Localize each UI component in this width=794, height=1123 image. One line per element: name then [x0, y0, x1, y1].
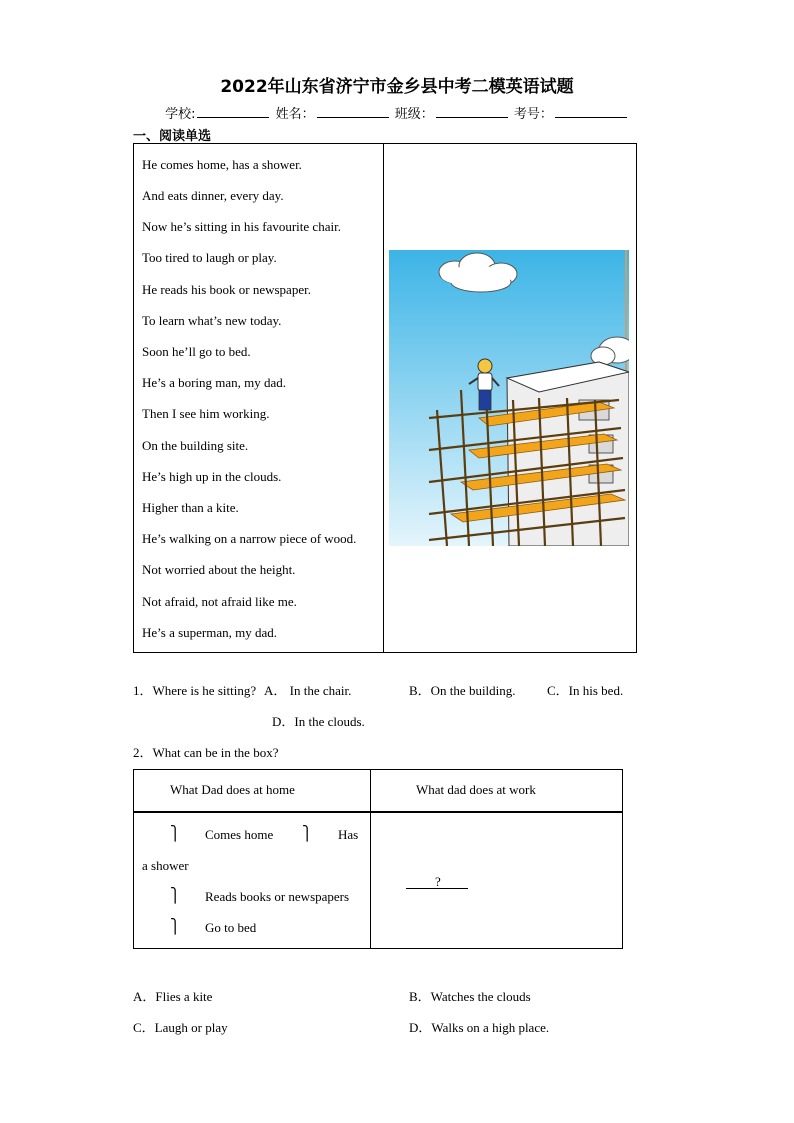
- poem-line: On the building site.: [142, 438, 249, 453]
- q2-stem: 2．What can be in the box?: [133, 745, 279, 760]
- school-blank[interactable]: [197, 105, 269, 118]
- q2-option-b[interactable]: B．Watches the clouds: [409, 989, 531, 1004]
- bullet-icon: ⎫: [302, 827, 313, 842]
- poem-line: He reads his book or newspaper.: [142, 282, 311, 297]
- bullet-icon: ⎫: [170, 827, 181, 842]
- student-info-row: [0, 103, 794, 122]
- q2-item: Has: [338, 827, 359, 842]
- class-blank[interactable]: [436, 105, 508, 118]
- poem-table-divider: [383, 143, 384, 653]
- q2-option-d[interactable]: D．Walks on a high place.: [409, 1020, 550, 1035]
- class-label: 班级：: [394, 107, 434, 122]
- poem-line: Then I see him working.: [142, 406, 270, 421]
- poem-line: Not worried about the height.: [142, 562, 296, 577]
- section-title: 一、阅读单选: [133, 129, 212, 144]
- scaffolding-worker-illustration: [389, 250, 629, 546]
- q2-table-header-rule: [133, 811, 623, 813]
- q1-option-d[interactable]: D．In the clouds.: [272, 714, 365, 729]
- poem-line: Higher than a kite.: [142, 500, 239, 515]
- q1-option-c[interactable]: C．In his bed.: [547, 683, 624, 698]
- poem-line: To learn what’s new today.: [142, 313, 282, 328]
- bullet-icon: ⎫: [170, 889, 181, 904]
- q2-table-divider: [370, 769, 371, 949]
- poem-line: Soon he’ll go to bed.: [142, 344, 251, 359]
- poem-line: Too tired to laugh or play.: [142, 250, 277, 265]
- q2-option-c[interactable]: C．Laugh or play: [133, 1020, 228, 1035]
- poem-line: Not afraid, not afraid like me.: [142, 594, 297, 609]
- q1-stem: 1．Where is he sitting?: [133, 683, 257, 698]
- name-blank[interactable]: [317, 105, 389, 118]
- q2-item: Go to bed: [205, 920, 257, 935]
- poem-line: He’s walking on a narrow piece of wood.: [142, 531, 357, 546]
- q2-item: a shower: [142, 858, 189, 873]
- q2-col-home-header: What Dad does at home: [170, 782, 295, 797]
- q2-col-work-header: What dad does at work: [416, 782, 536, 797]
- poem-line: He’s high up in the clouds.: [142, 469, 282, 484]
- id-label: 考号：: [513, 107, 553, 122]
- poem-line: And eats dinner, every day.: [142, 188, 284, 203]
- q1-option-a[interactable]: A． In the chair.: [264, 683, 352, 698]
- page-title: 2022年山东省济宁市金乡县中考二模英语试题: [220, 77, 574, 97]
- q2-option-a[interactable]: A．Flies a kite: [133, 989, 213, 1004]
- name-label: 姓名：: [275, 107, 315, 122]
- poem-line: He comes home, has a shower.: [142, 157, 302, 172]
- poem-line: Now he’s sitting in his favourite chair.: [142, 219, 341, 234]
- q2-item: Reads books or newspapers: [205, 889, 350, 904]
- school-label: 学校:: [165, 107, 196, 122]
- q1-option-b[interactable]: B．On the building.: [409, 683, 516, 698]
- bullet-icon: ⎫: [170, 920, 181, 935]
- poem-line: He’s a superman, my dad.: [142, 625, 278, 640]
- q2-item: Comes home: [205, 827, 274, 842]
- answer-blank-mark: ?: [435, 874, 441, 889]
- poem-line: He’s a boring man, my dad.: [142, 375, 287, 390]
- id-blank[interactable]: [555, 105, 627, 118]
